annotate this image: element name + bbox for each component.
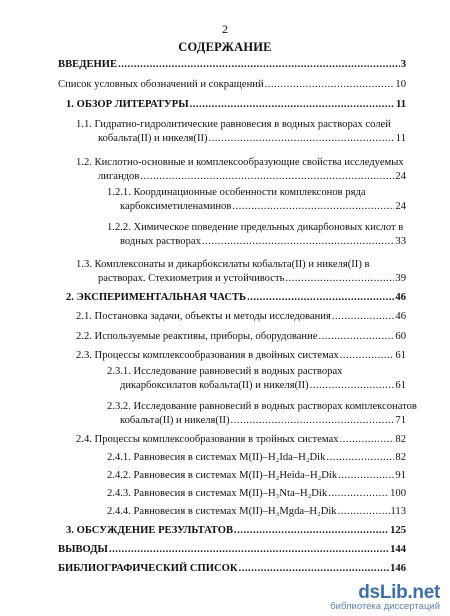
toc-entry-page: 60 [395, 331, 406, 342]
toc-entry-text: ВЫВОДЫ [58, 544, 108, 555]
toc-entry-2-4[interactable] [76, 433, 406, 447]
toc-entry-2-1[interactable] [76, 310, 406, 324]
toc-entry-introduction[interactable] [58, 58, 406, 72]
toc-entry-chapter-3[interactable] [66, 524, 406, 538]
toc-entry-text: 2.4.3. Равновесия в системах М(II)–H₃Nta–H₂Dik [107, 488, 328, 499]
watermark [330, 582, 440, 612]
toc-entry-text: 2.4.4. Равновесия в системах М(II)–H₃Mgda–H₂Dik [107, 506, 337, 517]
toc-entry-text: кобальта(II) и никеля(II) [120, 415, 230, 426]
toc-entry-1-2[interactable] [76, 156, 406, 184]
toc-entry-page: 125 [390, 525, 406, 536]
toc-entry-page: 113 [390, 506, 406, 517]
toc-entry-page: 11 [395, 99, 406, 110]
toc-entry-chapter-1[interactable] [66, 98, 406, 112]
toc-entry-text: растворах. Стехиометрия и устойчивость [98, 273, 285, 284]
toc-entry-page: 11 [395, 133, 406, 144]
toc-entry-text: лигандов [98, 171, 140, 182]
toc-entry-page: 33 [395, 236, 406, 247]
toc-entry-page: 146 [390, 563, 406, 574]
toc-entry-text: 2.3.1. Исследование равновесий в водных растворах [107, 366, 343, 377]
toc-entry-page: 82 [395, 452, 406, 463]
toc-entry-text: водных растворах [120, 236, 201, 247]
toc-entry-text: 2.4.1. Равновесия в системах М(II)–H₂Ida–H₂Dik [107, 452, 326, 463]
toc-entry-text: 1.3. Комплексонаты и дикарбоксилаты кобальта(II) и никеля(II) в [76, 259, 370, 270]
toc-entry-text: 2.2. Используемые реактивы, приборы, оборудование [76, 331, 318, 342]
toc-entry-text: 2.4.2. Равновесия в системах М(II)–H₂Heida–H₂Dik [107, 470, 338, 481]
toc-entry-bibliography[interactable] [58, 562, 406, 576]
toc-entry-page: 91 [395, 470, 406, 481]
page-number: 2 [222, 22, 228, 36]
toc-title: СОДЕРЖАНИЕ [178, 40, 272, 54]
toc-entry-page: 100 [390, 488, 406, 499]
toc-entry-text: ВВЕДЕНИЕ [58, 59, 118, 70]
toc-entry-page: 144 [390, 544, 406, 555]
toc-entry-2-3[interactable] [76, 349, 406, 363]
toc-entry-2-4-3[interactable] [107, 487, 406, 501]
toc-entry-1-1[interactable] [76, 118, 406, 146]
toc-entry-page: 61 [395, 350, 406, 361]
toc-entry-abbreviations[interactable] [58, 78, 406, 92]
toc-entry-1-3[interactable] [76, 258, 406, 286]
toc-entry-text: 1.1. Гидратно-гидролитические равновесия в водных растворах солей [76, 119, 391, 130]
toc-entry-text: 1.2. Кислотно-основные и комплексообразующие свойства исследуемых [76, 157, 404, 168]
toc-entry-text: дикарбоксилатов кобальта(II) и никеля(II) [120, 380, 309, 391]
toc-entry-text: 1. ОБЗОР ЛИТЕРАТУРЫ [66, 99, 189, 110]
watermark-subtitle: библиотека диссертаций [330, 601, 440, 612]
toc-entry-text: 2.1. Постановка задачи, объекты и методы исследования [76, 311, 331, 322]
toc-entry-2-3-2[interactable] [107, 400, 417, 428]
toc-entry-text: карбоксиметиленаминов [120, 201, 232, 212]
toc-entry-page: 46 [395, 311, 406, 322]
toc-entry-page: 3 [400, 59, 406, 70]
watermark-logo: dsLib.net [358, 582, 440, 603]
toc-entry-text: 2.4. Процессы комплексообразования в тройных системах [76, 434, 339, 445]
toc-entry-2-4-4[interactable] [107, 505, 406, 519]
toc-entry-2-2[interactable] [76, 330, 406, 344]
toc-entry-text: 2.3. Процессы комплексообразования в двойных системах [76, 350, 339, 361]
toc-entry-text: 3. ОБСУЖДЕНИЕ РЕЗУЛЬТАТОВ [66, 525, 234, 536]
toc-entry-text: Список условных обозначений и сокращений [58, 79, 264, 90]
toc-entry-text: 2.3.2. Исследование равновесий в водных растворах комплексонатов [107, 401, 417, 412]
toc-entry-page: 24 [395, 201, 406, 212]
toc-entry-page: 10 [395, 79, 406, 90]
toc-entry-page: 24 [395, 171, 406, 182]
toc-entry-text: 1.2.1. Координационные особенности комплексонов ряда [107, 187, 366, 198]
toc-entry-page: 71 [395, 415, 406, 426]
toc-entry-1-2-1[interactable] [107, 186, 406, 214]
toc-entry-page: 46 [395, 292, 406, 303]
toc-entry-text: 2. ЭКСПЕРИМЕНТАЛЬНАЯ ЧАСТЬ [66, 292, 247, 303]
toc-entry-2-4-1[interactable] [107, 451, 406, 465]
toc-entry-page: 82 [395, 434, 406, 445]
toc-entry-conclusions[interactable] [58, 543, 406, 557]
toc-entry-text: 1.2.2. Химическое поведение предельных дикарбоновых кислот в [107, 222, 404, 233]
toc-entry-1-2-2[interactable] [107, 221, 406, 249]
toc-entry-2-4-2[interactable] [107, 469, 406, 483]
toc-entry-chapter-2[interactable] [66, 291, 406, 305]
toc-entry-2-3-1[interactable] [107, 365, 406, 393]
toc-entry-text: БИБЛИОГРАФИЧЕСКИЙ СПИСОК [58, 563, 238, 574]
toc-entry-text: кобальта(II) и никеля(II) [98, 133, 208, 144]
toc-entry-page: 39 [395, 273, 406, 284]
toc-entry-page: 61 [395, 380, 406, 391]
